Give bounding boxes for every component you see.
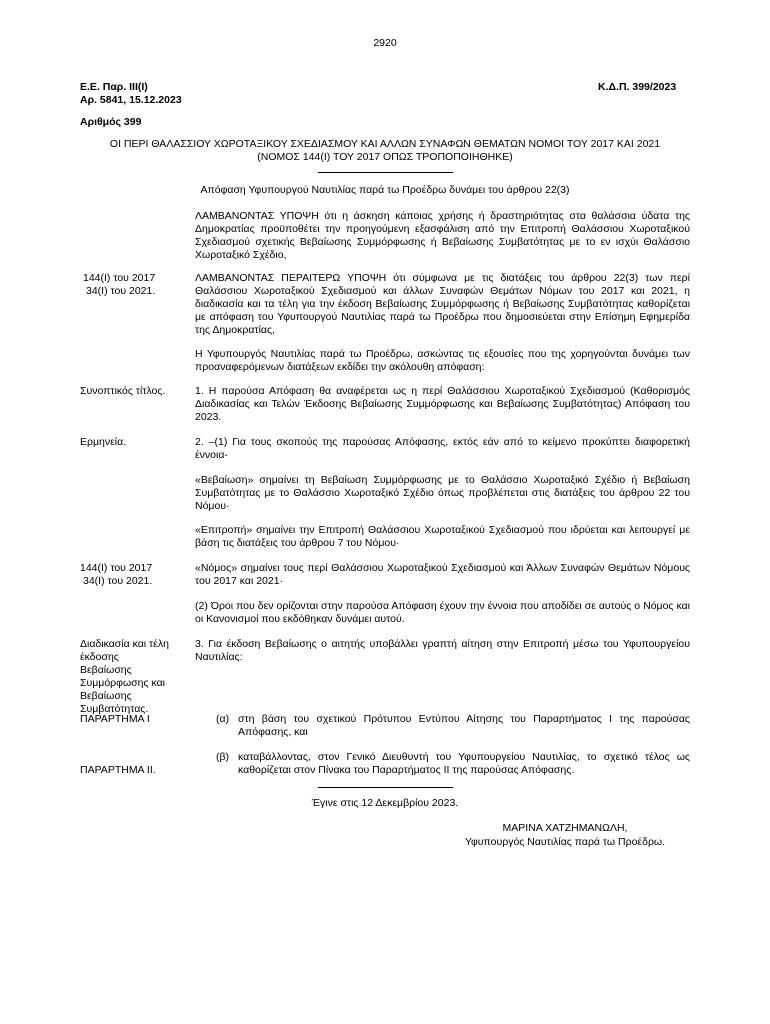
preamble-paragraph-1: ΛΑΜΒΑΝΟΝΤΑΣ ΥΠΟΨΗ ότι η άσκηση κάποιας χρήσης ή δραστηριότητας στα θαλάσσια ύδατα της Δημοκρατίας προϋποθέτει την προηγούμενη εξασφάλιση από την Επιτροπή Θαλάσσιου Χωροταξικού Σχεδιασμού σχετικής Βεβαίωσης Συμμόρφωσης ή Βεβαίωσης Συμβατότητας με το εν ισχύι Θαλάσσιο Χωροταξικό Σχέδιο, (195, 210, 690, 261)
closing-divider (318, 787, 453, 788)
margin-annex-2: ΠΑΡΑΡΤΗΜΑ ΙΙ. (80, 764, 156, 776)
margin-short-title: Συνοπτικός τίτλος. (80, 385, 166, 397)
kdp-reference: Κ.Δ.Π. 399/2023 (598, 81, 677, 93)
margin-law-reference-2 (80, 562, 190, 588)
date-of-issue: Έγινε στις 12 Δεκεμβρίου 2023. (311, 797, 459, 809)
item-a-text: στη βάση του σχετικού Πρότυπου Εντύπου Αίτησης του Παραρτήματος Ι της παρούσας Απόφασης, και (238, 713, 690, 738)
definition-committee: «Επιτροπή» σημαίνει την Επιτροπή Θαλάσσιου Χωροταξικού Σχεδιασμού που ιδρύεται και λειτουργεί με βάση τις διατάξεις του άρθρου 7 του Νόμου· (195, 524, 690, 549)
margin-law-reference-line: 144(Ι) του 2017 (83, 272, 156, 284)
regulation-number: Αριθμός 399 (80, 116, 142, 128)
margin-interpretation: Ερμηνεία. (80, 436, 127, 448)
law-title-subline: (ΝΟΜΟΣ 144(Ι) ΤΟΥ 2017 ΟΠΩΣ ΤΡΟΠΟΠΟΙΗΘΗΚΕ) (257, 151, 513, 163)
signatory-title: Υφυπουργός Ναυτιλίας παρά τω Προέδρω. (464, 836, 666, 848)
preamble-paragraph-2: ΛΑΜΒΑΝΟΝΤΑΣ ΠΕΡΑΙΤΕΡΩ ΥΠΟΨΗ ότι σύμφωνα με τις διατάξεις του άρθρου 22(3) των περί Θαλάσσιου Χωροταξικού Σχεδιασμού και άλλων Συναφών Θεμάτων Νόμων του 2017 και 2021, η διαδικασία και τα τέλη για την έκδοση Βεβαίωσης Συμμόρφωσης ή Βεβαίωσης Συμβατότητας καθορίζεται με απόφαση του Υφυπουργού Ναυτιλίας παρά τω Προέδρω που δημοσιεύεται στην Επίσημη Εφημερίδα της Δημοκρατίας, (195, 272, 690, 336)
title-divider (318, 172, 453, 173)
margin-annex-1: ΠΑΡΑΡΤΗΜΑ Ι (80, 713, 150, 725)
margin-law-reference-line: 144(Ι) του 2017 (80, 562, 153, 574)
section-2-subsection-2: (2) Όροι που δεν ορίζονται στην παρούσα Απόφαση έχουν την έννοια που αποδίδει σε αυτούς ο Νόμος και οι Κανονισμοί που εκδόθηκαν δυνάμει αυτού. (195, 600, 690, 625)
definition-law: «Νόμος» σημαίνει τους περί Θαλάσσιου Χωροταξικού Σχεδιασμού και Άλλων Συναφών Θεμάτων Νόμους του 2017 και 2021· (195, 562, 690, 587)
item-a-label: (α) (216, 713, 230, 725)
item-b-label: (β) (216, 751, 230, 763)
gazette-issue: Αρ. 5841, 15.12.2023 (80, 94, 182, 106)
margin-procedure-heading (80, 638, 190, 716)
preamble-paragraph-3: Η Υφυπουργός Ναυτιλίας παρά τω Προέδρω, ασκώντας τις εξουσίες που της χορηγούνται δυνάμει των προαναφερόμενων διατάξεων εκδίδει την ακόλουθη απόφαση: (195, 348, 690, 373)
law-title: ΟΙ ΠΕΡΙ ΘΑΛΑΣΣΙΟΥ ΧΩΡΟΤΑΞΙΚΟΥ ΣΧΕΔΙΑΣΜΟΥ ΚΑΙ ΑΛΛΩΝ ΣΥΝΑΦΩΝ ΘΕΜΑΤΩΝ ΝΟΜΟΙ ΤΟΥ 2017 ΚΑΙ 2021 (109, 138, 661, 150)
gazette-reference: Ε.Ε. Παρ. ΙΙΙ(Ι) (80, 81, 148, 93)
section-3: 3. Για έκδοση Βεβαίωσης ο αιτητής υποβάλλει γραπτή αίτηση στην Επιτροπή μέσω του Υφυπουργείου Ναυτιλίας: (195, 638, 690, 663)
margin-procedure-line: Διαδικασία και τέλη (80, 638, 169, 650)
margin-procedure-line: Βεβαίωσης (80, 690, 132, 702)
signatory-name: ΜΑΡΙΝΑ ΧΑΤΖΗΜΑΝΩΛΗ, (502, 822, 628, 834)
margin-procedure-line: έκδοσης (80, 651, 119, 663)
section-2-intro: 2. –(1) Για τους σκοπούς της παρούσας Απόφασης, εκτός εάν από το κείμενο προκύπτει διαφορετική έννοια- (195, 436, 690, 461)
margin-procedure-line: Συμβατότητας. (80, 703, 149, 715)
decision-subtitle: Απόφαση Υφυπουργού Ναυτιλίας παρά τω Προέδρω δυνάμει του άρθρου 22(3) (200, 184, 570, 196)
margin-law-reference-1 (83, 272, 193, 298)
page-number: 2920 (373, 37, 397, 49)
definition-certificate: «Βεβαίωση» σημαίνει τη Βεβαίωση Συμμόρφωσης με το Θαλάσσιο Χωροταξικό Σχέδιο ή Βεβαίωση Συμβατότητας με το Θαλάσσιο Χωροταξικό Σχέδιο όπως προβλέπεται στις διατάξεις του άρθρου 22 του Νόμου· (195, 474, 690, 512)
item-b-text: καταβάλλοντας, στον Γενικό Διευθυντή του Υφυπουργείου Ναυτιλίας, το σχετικό τέλος ως καθορίζεται στον Πίνακα του Παραρτήματος ΙΙ της παρούσας Απόφασης. (238, 751, 690, 776)
margin-law-reference-line: 34(Ι) του 2021. (86, 285, 156, 297)
section-1: 1. Η παρούσα Απόφαση θα αναφέρεται ως η περί Θαλάσσιου Χωροταξικού Σχεδιασμού (Καθορισμός Διαδικασίας και Τελών Έκδοσης Βεβαίωσης Συμμόρφωσης και Βεβαίωσης Συμβατότητας) Απόφαση του 2023. (195, 385, 690, 423)
margin-procedure-line: Συμμόρφωσης και (80, 677, 165, 689)
margin-law-reference-line: 34(Ι) του 2021. (83, 575, 153, 587)
margin-procedure-line: Βεβαίωσης (80, 664, 132, 676)
